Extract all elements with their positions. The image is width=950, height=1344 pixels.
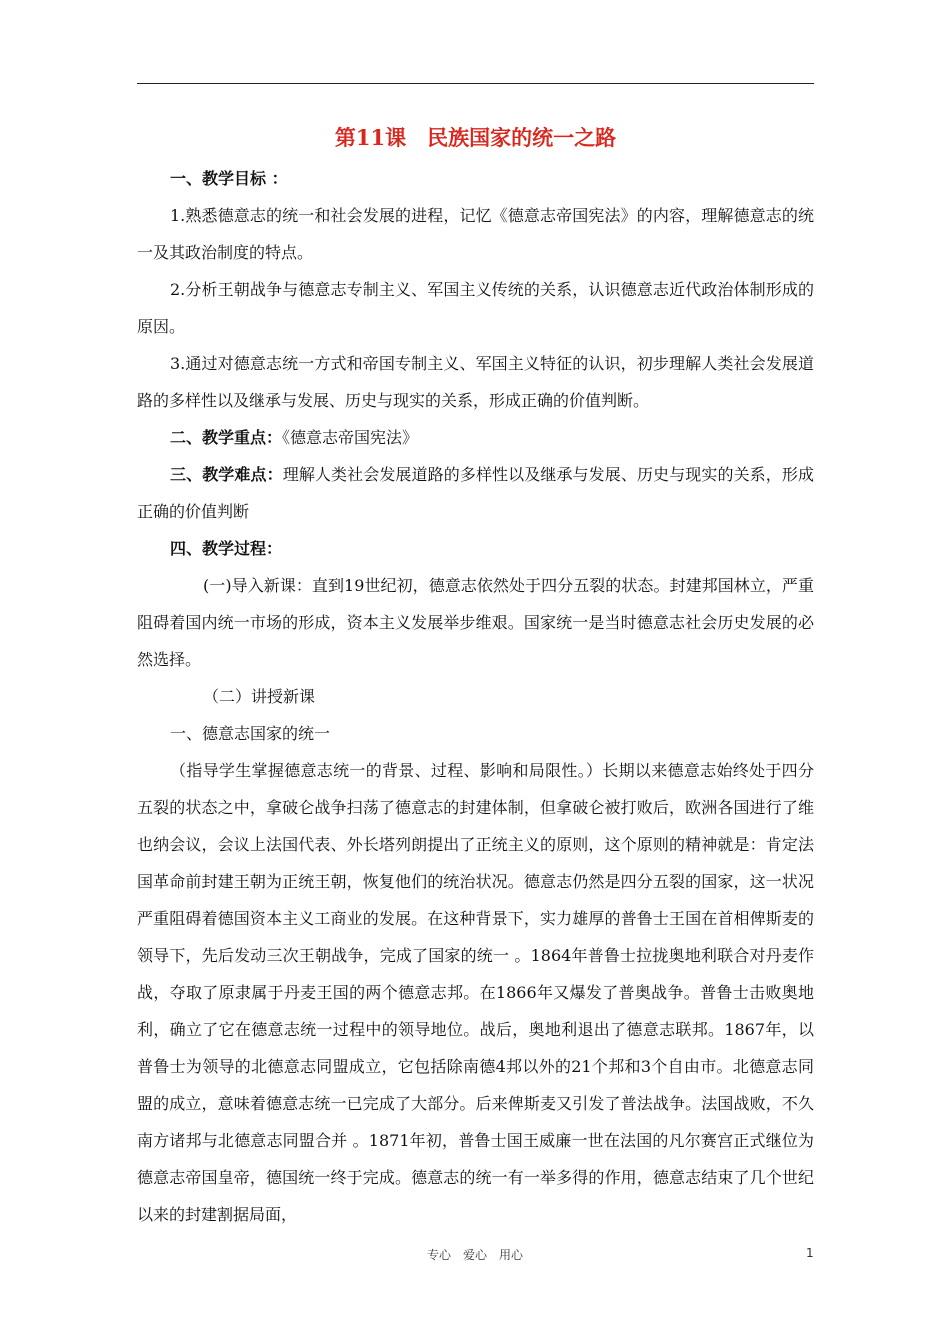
process-heading: 四、教学过程： [170,539,283,558]
goals-heading: 一、教学目标 ： [170,169,288,188]
part1-heading: 一、德意志国家的统一 [170,724,331,743]
difficult-text: 理解人类社会发展道路的多样性以及继承与发展、历史与现实的关系，形成正确的价值判断 [137,465,814,521]
body-paragraph: （指导学生掌握德意志统一的背景、过程、影响和局限性。）长期以来德意志始终处于四分五裂的状态之中，拿破仑战争扫荡了德意志的封建体制，但拿破仑被打败后，欧洲各国进行了维也纳会议，会议上法国代表、外长塔列朗提出了正统主义的原则，这个原则的精神就是：肯定法国革命前封建王朝为正统王朝，恢复他们的统治状况。德意志仍然是四分五裂的国家，这一状况严重阻碍着德国资本主义工商业的发展。在这种背景下，实力雄厚的普鲁士王国在首相俾斯麦的领导下，先后发动三次王朝战争，完成了国家的统一 。1864年普鲁士拉拢奥地利联合对丹麦作战，夺取了原隶属于丹麦王国的两个德意志邦。在1866年又爆发了普奥战争。普鲁士击败奥地利，确立了它在德意志统一过程中的领导地位。战后，奥地利退出了德意志联邦。1867年，以普鲁士为领导的北德意志同盟成立，它包括除南德4邦以外的21个邦和3个自由市。北德意志同盟的成立，意味着德意志统一已完成了大部分。后来俾斯麦又引发了普法战争。法国战败，不久南方诸邦与北德意志同盟合并 。1871年初，普鲁士国王威廉一世在法国的凡尔赛宫正式继位为德意志帝国皇帝，德国统一终于完成。德意志的统一有一举多得的作用，德意志结束了几个世纪以来的封建割据局面， [137,761,814,1224]
key-point [137,419,814,456]
key-text: 《德意志帝国宪法》 [282,428,419,447]
page-number: 1 [806,1246,814,1260]
intro-paragraph: (一)导入新课：直到19世纪初，德意志依然处于四分五裂的状态。封建邦国林立，严重阻碍着国内统一市场的形成，资本主义发展举步维艰。国家统一是当时德意志社会历史发展的必然选择。 [137,576,814,669]
document-body [137,118,814,1233]
goal-3: 3.通过对德意志统一方式和帝国专制主义、军国主义特征的认识，初步理解人类社会发展道路的多样性以及继承与发展、历史与现实的关系，形成正确的价值判断。 [137,354,814,410]
new-lesson-label: （二）讲授新课 [203,687,316,706]
header-rule [137,83,814,84]
difficult-heading: 三、教学难点： [170,465,283,484]
goal-1: 1.熟悉德意志的统一和社会发展的进程，记忆《德意志帝国宪法》的内容，理解德意志的统一及其政治制度的特点。 [137,206,814,262]
footer-motto: 专心 爱心 用心 [426,1248,523,1262]
key-heading: 二、教学重点： [170,428,283,447]
page-title: 第11课 民族国家的统一之路 [334,125,617,150]
difficult-point [137,456,814,530]
goal-2: 2.分析王朝战争与德意志专制主义、军国主义传统的关系，认识德意志近代政治体制形成的原因。 [137,280,814,336]
